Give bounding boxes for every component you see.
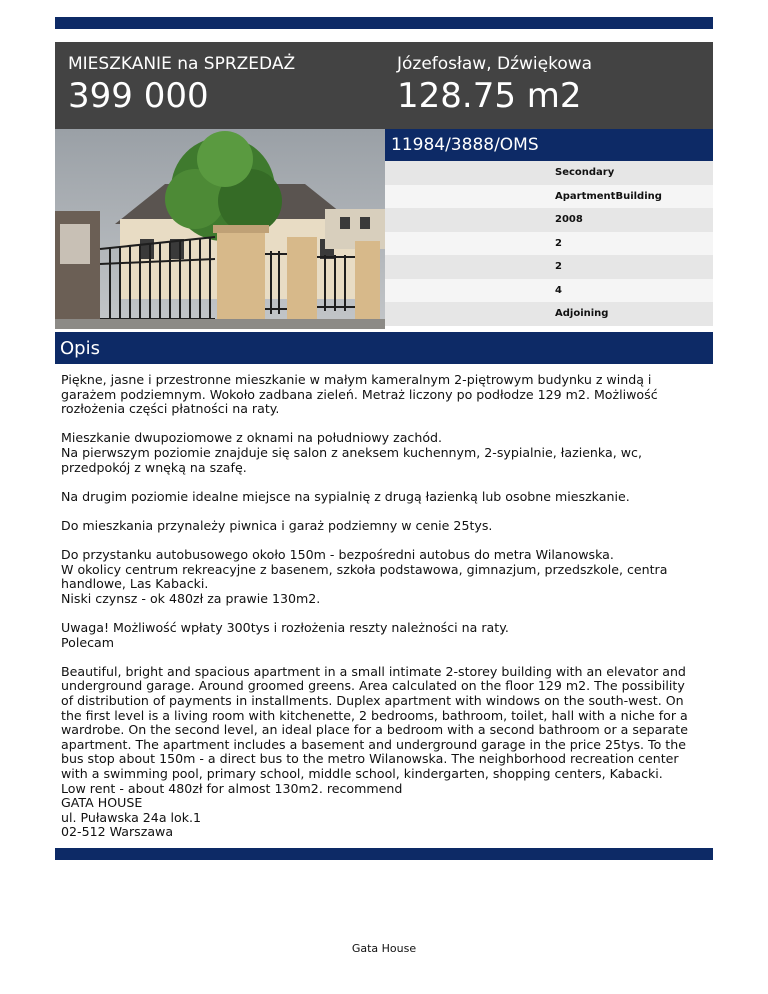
property-photo-illustration — [55, 129, 385, 329]
description-text — [61, 373, 711, 840]
description-paragraph: Beautiful, bright and spacious apartment in a small intimate 2-storey building with an elevator and underground garage. Around groomed greens. Area calculated on the floor 129 m2. The possibility of distribution of payments in installments. Duplex apartment with windows on the south-west. On the first level is a living room with kitchenette, 2 bedrooms, bathroom, toilet, hall with a niche for a wardrobe. On the second level, an ideal place for a bedroom with a second bathroom or a separate apartment. The apartment includes a basement and underground garage in the price 25tys. To the bus stop about 150m - a direct bus to the metro Wilanowska. The neighborhood recreation center with a swimming pool, primary school, middle school, kindergarten, shopping centers, Kabacki. Low rent - about 480zł for almost 130m2. recommend GATA HOUSE ul. Puławska 24a lok.1 02-512 Warszawa — [61, 663, 688, 840]
detail-building-type: ApartmentBuilding — [385, 185, 713, 209]
detail-value-1: 2 — [385, 232, 713, 256]
area: 128.75 m2 — [397, 76, 582, 116]
reference-bar — [385, 129, 713, 161]
header-right — [397, 54, 592, 116]
location: Józefosław, Dźwiękowa — [397, 54, 593, 74]
description-paragraph: Do mieszkania przynależy piwnica i garaż podziemny w cenie 25tys. — [61, 517, 493, 533]
listing-header — [55, 42, 713, 129]
header-left — [68, 54, 295, 116]
description-paragraph: Piękne, jasne i przestronne mieszkanie w małym kameralnym 2-piętrowym budynku z windą i garażem podziemnym. Wokoło zadbana zieleń. Metraż liczony po podłodze 129 m2. Możliwość rozłożenia części płatności na raty. — [61, 372, 658, 417]
description-paragraph: Mieszkanie dwupoziomowe z oknami na południowy zachód. Na pierwszym poziomie znajduje się salon z aneksem kuchennym, 2-sypialnie, łazienka, wc, przedpokój z wnęką na szafę. — [61, 430, 642, 475]
detail-value-3: 4 — [385, 279, 713, 303]
property-photo — [55, 129, 385, 329]
bottom-divider-bar — [55, 848, 713, 860]
footer-text: Gata House — [351, 942, 417, 955]
description-paragraph: Na drugim poziomie idealne miejsce na sypialnię z drugą łazienką lub osobne mieszkanie. — [61, 488, 630, 504]
offer-type: MIESZKANIE na SPRZEDAŻ — [68, 54, 296, 74]
detail-build-year: 2008 — [385, 208, 713, 232]
section-title: Opis — [60, 338, 100, 359]
description-section-bar — [55, 332, 713, 364]
details-list — [385, 161, 713, 326]
detail-value-2: 2 — [385, 255, 713, 279]
reference-number: 11984/3888/OMS — [391, 135, 539, 155]
detail-kitchen: Adjoining — [385, 302, 713, 326]
detail-market: Secondary — [385, 161, 713, 185]
description-paragraph: Do przystanku autobusowego około 150m - bezpośredni autobus do metra Wilanowska. W okolicy centrum rekreacyjne z basenem, szkoła podstawowa, gimnazjum, przedszkole, centra handlowe, Las Kabacki. Niski czynsz - ok 480zł za prawie 130m2. — [61, 547, 668, 606]
description-paragraph: Uwaga! Możliwość wpłaty 300tys i rozłożenia reszty należności na raty. Polecam — [61, 620, 509, 650]
price: 399 000 — [68, 76, 209, 116]
top-divider-bar — [55, 17, 713, 29]
